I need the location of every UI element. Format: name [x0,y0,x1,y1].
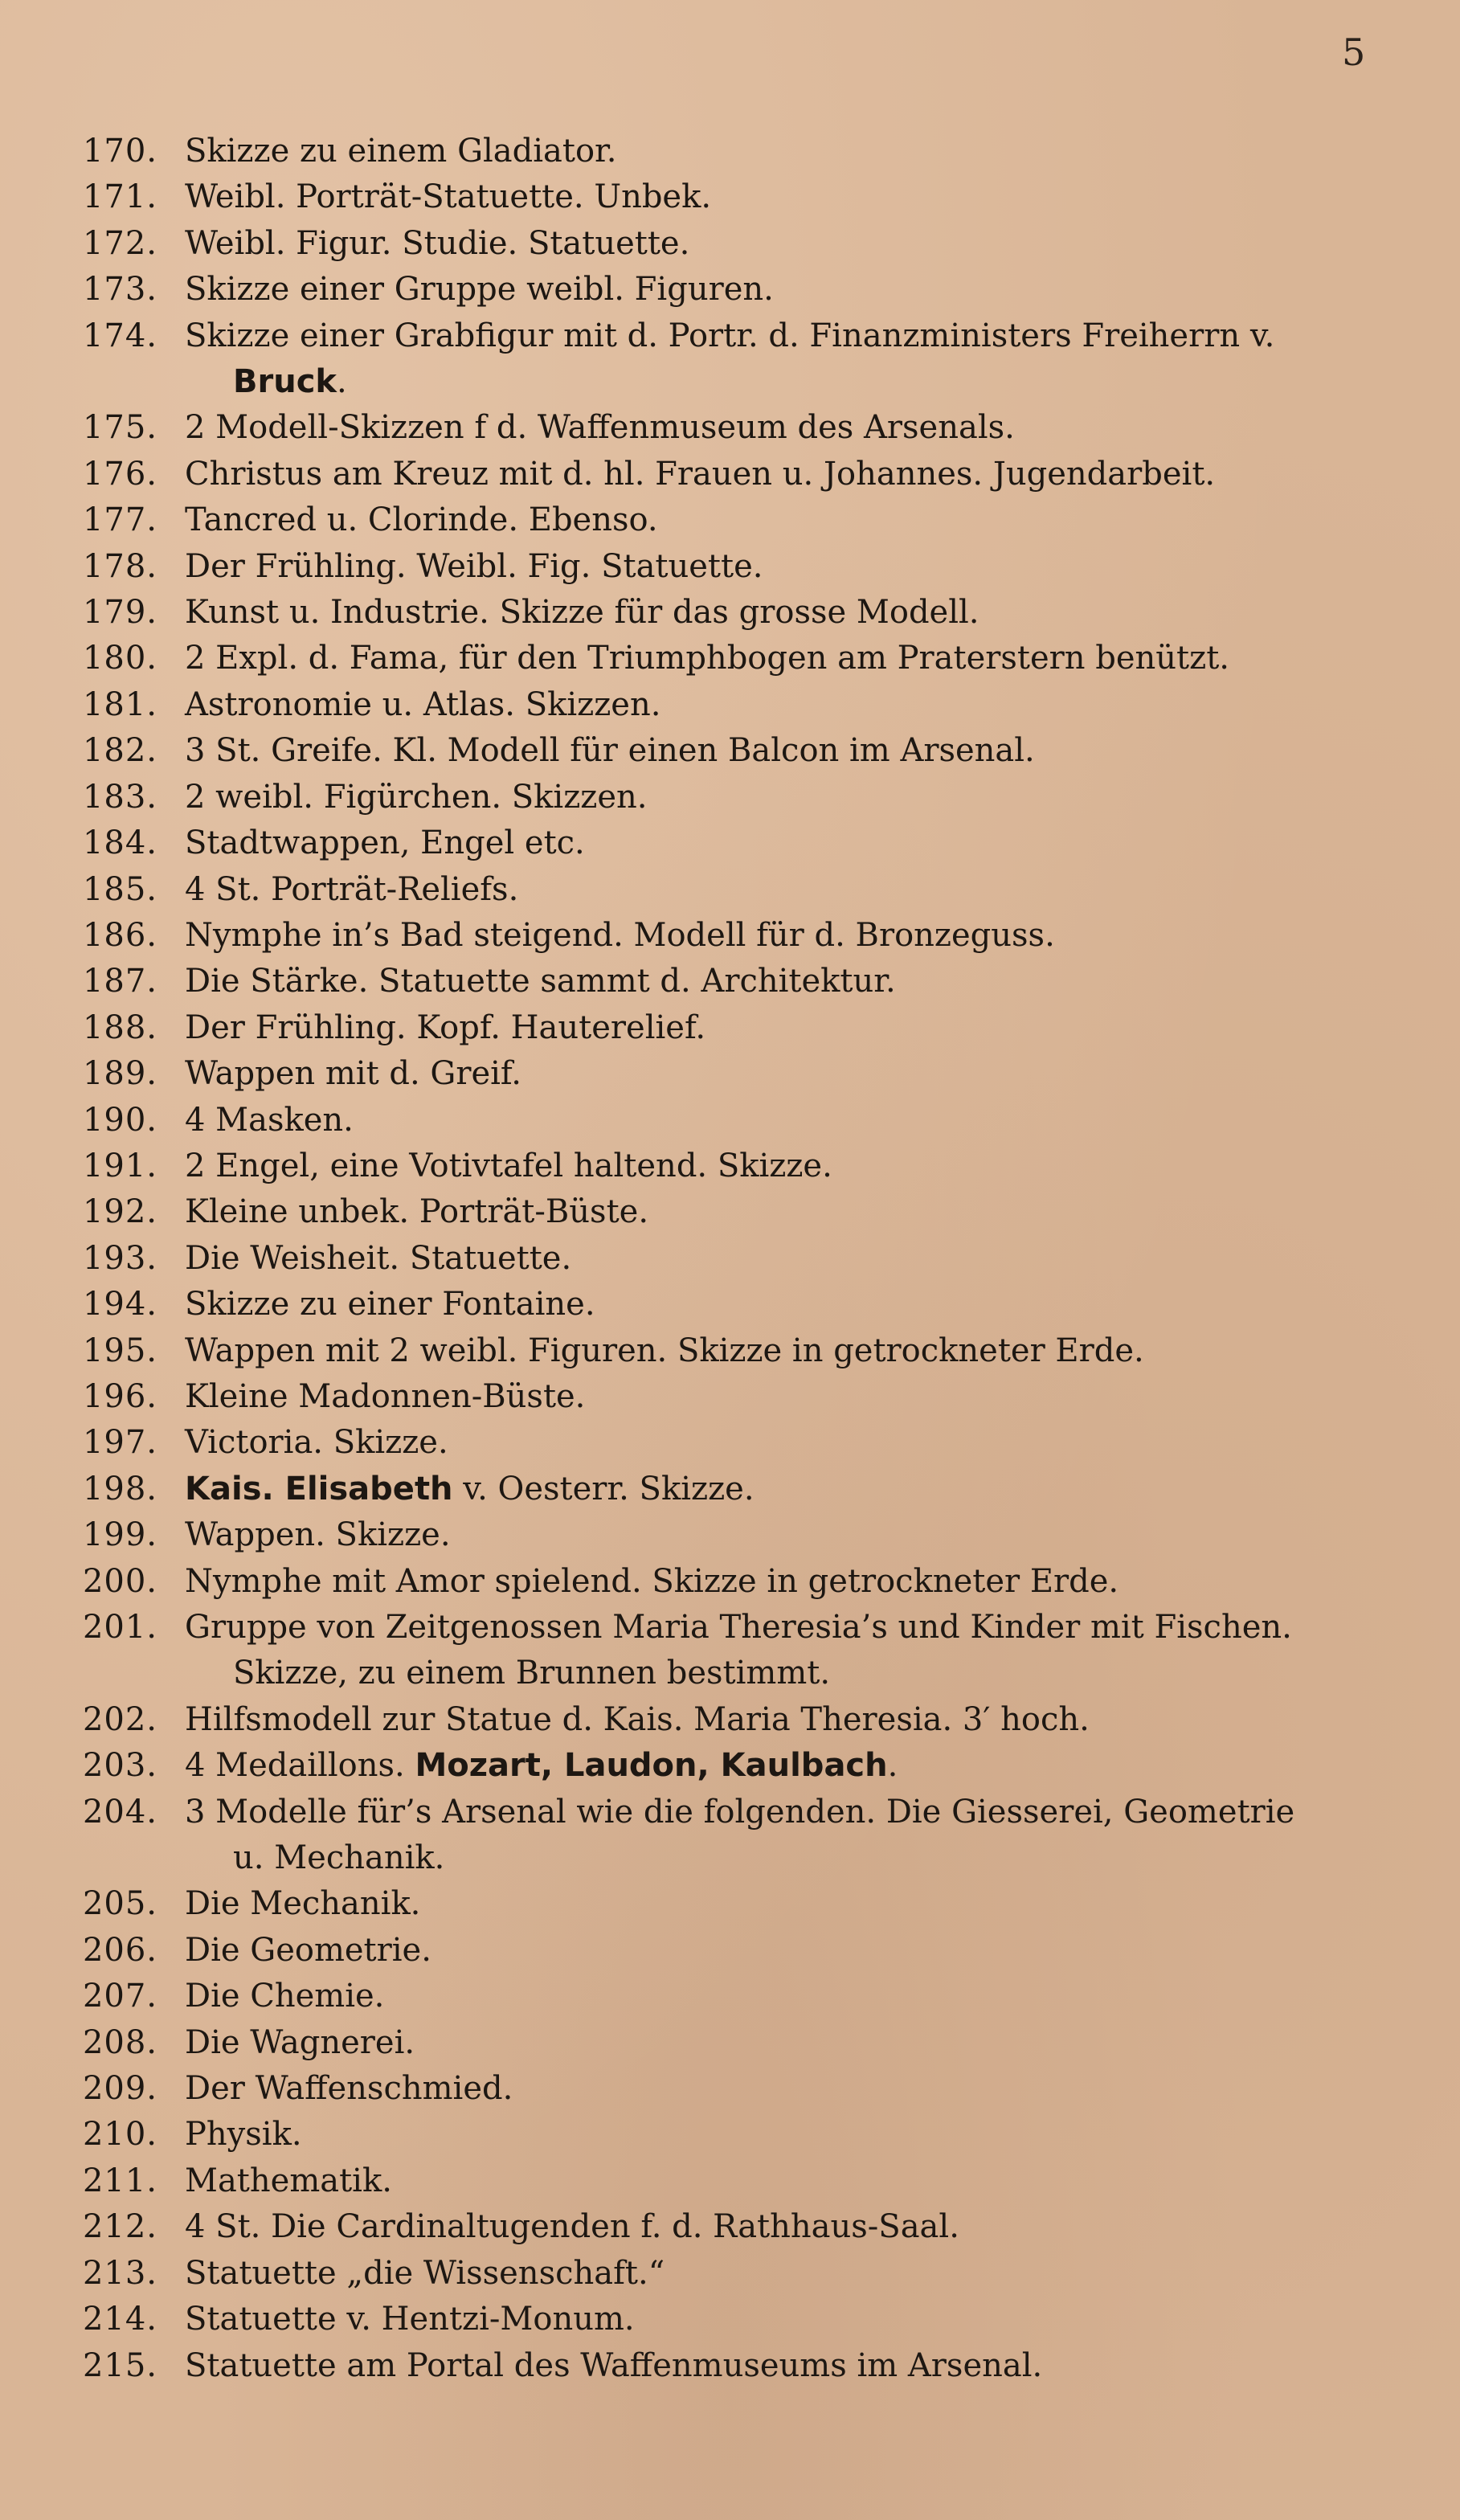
entry-number: 193. [82,1239,157,1277]
entry-description: v. Oesterr. Skizze. [452,1470,755,1508]
entry-text [185,1605,1292,1697]
catalog-entry [48,959,1398,1004]
entry-description: Christus am Kreuz mit d. hl. Frauen u. Johannes. Jugendarbeit. [185,455,1216,493]
entry-description: 4 Medaillons. [185,1747,415,1785]
catalog-entry [48,1236,1398,1282]
entry-number: 172. [82,224,157,262]
entry-description: Die Wagnerei. [185,2023,415,2061]
entry-highlight: Kais. Elisabeth [185,1470,453,1508]
catalog-entry [48,405,1398,451]
entry-text [185,2204,959,2250]
catalog-entry [48,590,1398,636]
catalog-entry [48,267,1398,313]
entry-continuation-highlight: Bruck [233,363,337,401]
entry-text [185,1697,1090,1743]
catalog-entry [48,1559,1398,1605]
entry-description: Die Geometrie. [185,1931,431,1969]
entry-number: 208. [82,2023,157,2061]
entry-text [185,913,1055,959]
catalog-entry [48,313,1398,406]
entry-number: 173. [82,271,157,309]
entry-number: 179. [82,594,157,632]
entry-text [185,405,1015,451]
entry-number: 213. [82,2254,157,2292]
entry-number: 186. [82,916,157,954]
entry-text [185,2066,513,2112]
entry-text [185,1328,1144,1374]
entry-text [185,820,585,866]
catalog-entry [48,452,1398,497]
catalog-entry [48,1143,1398,1189]
catalog-entry [48,1881,1398,1927]
entry-description: Weibl. Porträt-Statuette. Unbek. [185,178,712,216]
entry-text [185,1743,898,1789]
catalog-entry [48,2251,1398,2297]
entry-number: 205. [82,1885,157,1923]
entry-text [185,544,763,590]
catalog-entry [48,2343,1398,2389]
catalog-entry [48,2297,1398,2342]
entry-description: Skizze zu einem Gladiator. [185,133,617,170]
entry-description: 2 weibl. Figürchen. Skizzen. [185,778,648,816]
page-number: 5 [1342,31,1366,74]
entry-description: 2 Modell-Skizzen f d. Waffenmuseum des Arsenals. [185,409,1015,447]
entry-number: 178. [82,547,157,585]
entry-description: Victoria. Skizze. [185,1424,448,1462]
entry-description: Mathematik. [185,2162,392,2199]
entry-text [185,313,1274,406]
catalog-entry [48,2204,1398,2250]
entry-text [185,1420,448,1466]
catalog-entry [48,174,1398,220]
catalog-entry [48,1605,1398,1697]
entry-number: 198. [82,1470,157,1508]
entry-description: Hilfsmodell zur Statue d. Kais. Maria Theresia. 3′ hoch. [185,1700,1090,1738]
catalog-entry [48,2112,1398,2158]
entry-number: 214. [82,2301,157,2338]
entry-tail: . [887,1747,898,1785]
catalog-entry [48,1467,1398,1512]
catalog-entry [48,1743,1398,1789]
entry-number: 192. [82,1193,157,1231]
entry-description: Skizze zu einer Fontaine. [185,1286,595,1323]
catalog-entry [48,775,1398,820]
entry-number: 204. [82,1793,157,1831]
entry-text [185,497,658,543]
entry-description: 3 St. Greife. Kl. Modell für einen Balcon im Arsenal. [185,732,1035,770]
entry-text [185,267,774,313]
entry-description: 3 Modelle für’s Arsenal wie die folgenden. Die Giesserei, Geometrie [185,1793,1295,1831]
entry-text [185,1928,431,1974]
catalog-entry [48,820,1398,866]
entry-text [185,2112,302,2158]
catalog-entry [48,129,1398,174]
entry-number: 182. [82,732,157,770]
entry-number: 183. [82,778,157,816]
entry-text [185,867,518,913]
catalog-entry [48,636,1398,681]
entry-number: 202. [82,1700,157,1738]
entry-description: Skizze einer Gruppe weibl. Figuren. [185,271,774,309]
catalog-entry [48,1974,1398,2019]
catalog-entry [48,2158,1398,2204]
entry-description: 2 Expl. d. Fama, für den Triumphbogen am Praterstern benützt. [185,640,1229,677]
entry-text [185,1881,420,1927]
entry-description: Kunst u. Industrie. Skizze für das grosse Modell. [185,594,979,632]
entry-number: 203. [82,1747,157,1785]
entry-continuation-text: u. Mechanik. [233,1839,445,1877]
entry-text [185,1374,585,1420]
entry-number: 199. [82,1516,157,1554]
entry-list [48,129,1398,2389]
entry-number: 207. [82,1978,157,2015]
catalog-entry [48,1005,1398,1051]
entry-text [185,1512,451,1558]
entry-number: 171. [82,178,157,216]
entry-description: Stadtwappen, Engel etc. [185,824,585,862]
entry-number: 206. [82,1931,157,1969]
entry-continuation [185,1651,1292,1696]
catalog-entry [48,221,1398,267]
entry-description: Nymphe in’s Bad steigend. Modell für d. Bronzeguss. [185,916,1055,954]
entry-text [185,2297,635,2342]
entry-continuation-text: . [337,363,347,401]
entry-number: 191. [82,1147,157,1184]
entry-description: Skizze einer Grabfigur mit d. Portr. d. Finanzministers Freiherrn v. [185,317,1275,354]
entry-text [185,1559,1119,1605]
entry-text [185,1974,384,2019]
entry-description: Der Frühling. Weibl. Fig. Statuette. [185,547,763,585]
entry-number: 184. [82,824,157,862]
entry-description: Wappen. Skizze. [185,1516,451,1554]
entry-text [185,2158,392,2204]
catalog-entry [48,1420,1398,1466]
entry-description: Die Chemie. [185,1978,385,2015]
entry-number: 175. [82,409,157,447]
entry-number: 212. [82,2208,157,2246]
entry-number: 197. [82,1424,157,1462]
entry-description: 4 St. Die Cardinaltugenden f. d. Rathhaus-Saal. [185,2208,959,2246]
entry-description: Tancred u. Clorinde. Ebenso. [185,501,658,539]
entry-description: Weibl. Figur. Studie. Statuette. [185,224,690,262]
catalog-entry [48,1697,1398,1743]
entry-text [185,452,1215,497]
entry-text [185,636,1229,681]
entry-text [185,129,617,174]
entry-text [185,1005,705,1051]
entry-description: Die Weisheit. Statuette. [185,1239,572,1277]
entry-continuation [185,359,1274,405]
entry-text [185,775,648,820]
catalog-entry [48,913,1398,959]
catalog-entry [48,1282,1398,1328]
entry-text [185,1236,571,1282]
entry-description: 2 Engel, eine Votivtafel haltend. Skizze. [185,1147,832,1184]
catalog-entry [48,2020,1398,2066]
entry-description: Statuette am Portal des Waffenmuseums im Arsenal. [185,2346,1043,2384]
entry-text [185,1098,354,1143]
entry-number: 187. [82,963,157,1000]
entry-number: 170. [82,133,157,170]
entry-description: Kleine unbek. Porträt-Büste. [185,1193,649,1231]
entry-description: Die Mechanik. [185,1885,421,1923]
entry-text [185,2251,665,2297]
entry-text [185,1467,755,1512]
entry-description: 4 Masken. [185,1101,354,1139]
entry-highlight: Mozart, Laudon, Kaulbach [415,1747,888,1785]
entry-number: 201. [82,1609,157,1646]
entry-number: 177. [82,501,157,539]
entry-text [185,1051,521,1097]
catalog-entry [48,867,1398,913]
entry-number: 209. [82,2070,157,2108]
entry-number: 176. [82,455,157,493]
entry-description: Kleine Madonnen-Büste. [185,1377,586,1415]
catalog-entry [48,1512,1398,1558]
entry-text [185,682,660,728]
catalog-entry [48,544,1398,590]
catalog-entry [48,728,1398,774]
entry-text [185,2343,1042,2389]
entry-description: Statuette v. Hentzi-Monum. [185,2301,635,2338]
entry-text [185,1282,595,1328]
catalog-entry [48,1328,1398,1374]
entry-text [185,174,711,220]
catalog-entry [48,1928,1398,1974]
entry-text [185,728,1035,774]
entry-number: 211. [82,2162,157,2199]
entry-description: Wappen mit d. Greif. [185,1055,522,1093]
entry-number: 200. [82,1562,157,1600]
entry-description: Nymphe mit Amor spielend. Skizze in getrockneter Erde. [185,1562,1119,1600]
entry-continuation [185,1835,1294,1881]
entry-continuation-text: Skizze, zu einem Brunnen bestimmt. [233,1655,831,1692]
catalog-entry [48,2066,1398,2112]
entry-text [185,1143,832,1189]
entry-number: 210. [82,2116,157,2154]
entry-number: 188. [82,1008,157,1046]
entry-description: Die Stärke. Statuette sammt d. Architektur. [185,963,896,1000]
entry-number: 189. [82,1055,157,1093]
entry-text [185,959,896,1004]
entry-number: 174. [82,317,157,354]
entry-number: 180. [82,640,157,677]
entry-description: Wappen mit 2 weibl. Figuren. Skizze in getrockneter Erde. [185,1332,1144,1369]
catalog-entry [48,497,1398,543]
entry-number: 185. [82,870,157,908]
entry-text [185,1790,1294,1882]
entry-text [185,2020,415,2066]
entry-text [185,1189,648,1235]
entry-description: Physik. [185,2116,302,2154]
entry-description: Astronomie u. Atlas. Skizzen. [185,685,661,723]
entry-number: 190. [82,1101,157,1139]
catalog-entry [48,1098,1398,1143]
entry-description: Gruppe von Zeitgenossen Maria Theresia’s und Kinder mit Fischen. [185,1609,1292,1646]
entry-number: 196. [82,1377,157,1415]
entry-description: Statuette „die Wissenschaft.“ [185,2254,665,2292]
entry-description: Der Waffenschmied. [185,2070,513,2108]
entry-text [185,221,689,267]
catalog-entry [48,1051,1398,1097]
catalog-entry [48,1189,1398,1235]
entry-description: 4 St. Porträt-Reliefs. [185,870,519,908]
catalog-entry [48,1790,1398,1882]
entry-text [185,590,979,636]
catalog-entry [48,682,1398,728]
entry-number: 194. [82,1286,157,1323]
entry-description: Der Frühling. Kopf. Hauterelief. [185,1008,706,1046]
entry-number: 215. [82,2346,157,2384]
entry-number: 195. [82,1332,157,1369]
entry-number: 181. [82,685,157,723]
catalog-entry [48,1374,1398,1420]
